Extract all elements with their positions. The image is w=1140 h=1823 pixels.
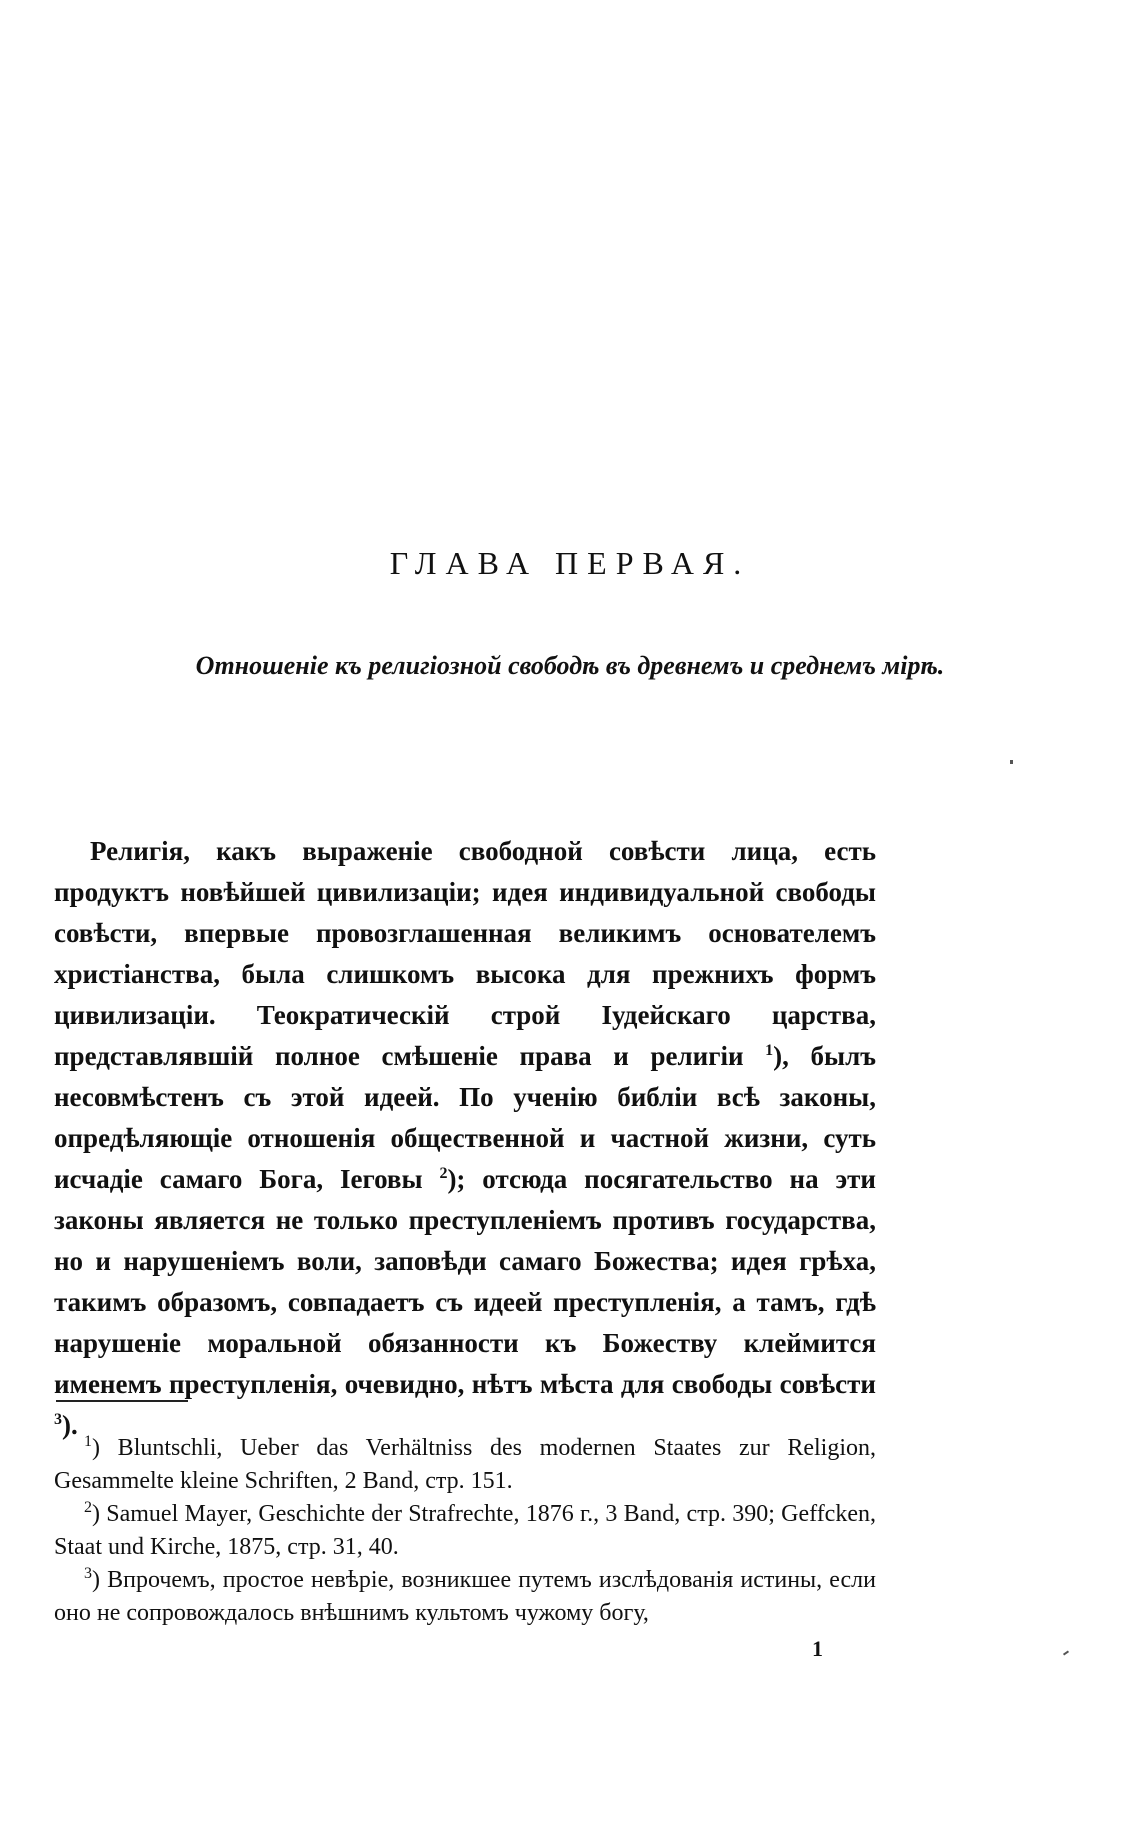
- main-paragraph: [54, 831, 876, 1446]
- paragraph-text-1: Религія, какъ выраженіе свободной совѣсти лица, есть продуктъ новѣйшей цивилизаціи; идея индивидуальной свободы совѣсти, впервые провозглашенная великимъ основателемъ христіанства, была слишкомъ высока для прежнихъ формъ цивилизаціи. Теократическій строй Іудейскаго царства, представлявшій полное смѣшеніе права и религіи: [54, 836, 876, 1071]
- footnote-ref-1: 1: [765, 1042, 774, 1059]
- footnote-text: ) Bluntschli, Ueber das Verhältniss des modernen Staates zur Religion, Gesammelte kleine Schriften, 2 Band, стр. 151.: [54, 1435, 876, 1494]
- chapter-subtitle: Отношеніе къ религіозной свободѣ въ древнемъ и среднемъ мірѣ.: [195, 651, 945, 680]
- page-number: 1: [812, 1636, 823, 1661]
- paragraph-text-2: ), былъ несовмѣстенъ съ этой идеей. По ученію библіи всѣ законы, опредѣляющіе отношенія общественной и частной жизни, суть исчадіе самаго Бога, Іеговы: [54, 1041, 876, 1194]
- footnotes: [54, 1432, 876, 1630]
- footnote-3: [54, 1564, 876, 1630]
- footnote-1: [54, 1432, 876, 1498]
- footnote-ref-3: 3: [54, 1411, 62, 1428]
- footnote-text: ) Samuel Mayer, Geschichte der Strafrechte, 1876 г., 3 Band, стр. 390; Geffcken, Staat und Kirche, 1875, стр. 31, 40.: [54, 1501, 876, 1560]
- footnote-marker: 2: [84, 1499, 92, 1516]
- scan-speck: [1010, 760, 1013, 764]
- paragraph-text-3: ); отсюда посягательство на эти законы является не только преступленіемъ противъ государства, но и нарушеніемъ воли, заповѣди самаго Божества; идея грѣха, такимъ образомъ, совпадаетъ съ идеей преступленія, а тамъ, гдѣ нарушеніе моральной обязанности къ Божеству клеймится именемъ преступленія, очевидно, нѣтъ мѣста для свободы совѣсти: [54, 1164, 876, 1399]
- footnote-text: ) Впрочемъ, простое невѣріе, возникшее путемъ изслѣдованія истины, если оно не сопровождалось внѣшнимъ культомъ чужому богу,: [54, 1567, 876, 1626]
- footnote-separator: [56, 1400, 188, 1402]
- footnote-marker: 3: [84, 1565, 92, 1582]
- footnote-marker: 1: [84, 1433, 92, 1450]
- scan-speck: [1063, 1650, 1069, 1655]
- footnote-ref-2: 2: [439, 1165, 448, 1182]
- footnote-2: [54, 1498, 876, 1564]
- chapter-title: ГЛАВА ПЕРВАЯ.: [389, 545, 751, 581]
- paragraph-text-4: ).: [62, 1410, 78, 1440]
